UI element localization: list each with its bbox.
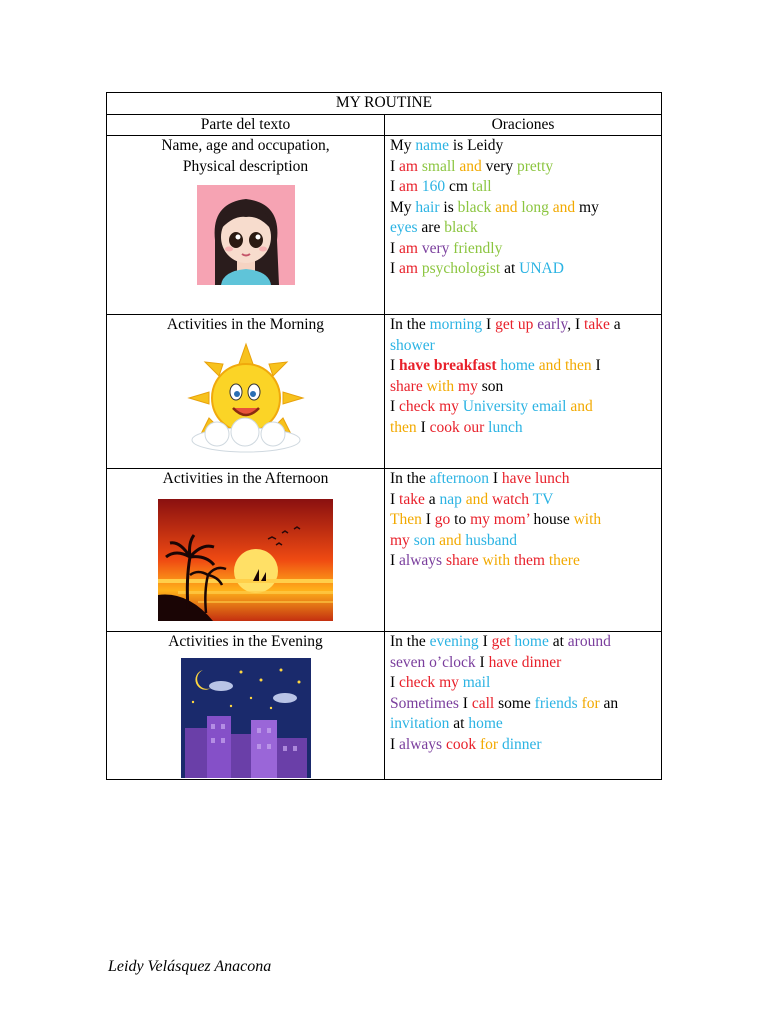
sentence-word: I (390, 239, 400, 257)
sentence-word: pretty (517, 157, 554, 175)
sentence-word: Then (390, 511, 422, 528)
sentence-word: a (424, 490, 440, 508)
sentence-line (390, 551, 656, 572)
sentence-word: University email (462, 398, 567, 415)
sentence-word: dinner (501, 735, 542, 753)
sentence-word: afternoon (429, 470, 489, 487)
sentence-word: I (482, 316, 496, 333)
sentence-word: In the (390, 633, 430, 650)
sentence-word: I (475, 653, 489, 671)
sentence-word: take (584, 316, 610, 333)
sentence-word: friends (534, 694, 578, 712)
sentence-word: our (463, 418, 485, 436)
sentence-word: and (552, 198, 576, 216)
sentence-word: nap (439, 490, 462, 508)
sentence-word: In the (390, 470, 430, 487)
sentences-cell (385, 315, 662, 469)
sentence-word: around (567, 633, 611, 650)
table-row (107, 136, 662, 315)
sentence-word: I (390, 490, 400, 508)
sentence-word: I (458, 694, 472, 712)
sentence-list (390, 315, 656, 438)
sentence-word: friendly (453, 239, 503, 257)
sentence-line (390, 198, 656, 219)
sentence-word: for (479, 735, 499, 753)
sentences-cell (385, 136, 662, 315)
sentence-word: at (449, 715, 469, 732)
sentence-line (390, 531, 656, 552)
sentence-word: have breakfast (399, 357, 497, 374)
sentence-word: is Leidy (449, 137, 504, 154)
sentence-word: home (500, 357, 535, 374)
sentence-word: I (390, 178, 400, 195)
sentence-word: my (575, 198, 599, 216)
sentence-word: I (390, 674, 400, 691)
sentence-word: lunch (488, 418, 523, 436)
sentence-word: I (390, 260, 400, 277)
sentence-line (390, 418, 656, 439)
part-cell (107, 136, 385, 315)
sentence-line (390, 336, 656, 357)
smiling-sun-icon (187, 342, 305, 454)
sentence-word: very (481, 157, 518, 175)
table-row (107, 315, 662, 469)
sentence-word: always (399, 552, 443, 569)
sentence-line (390, 157, 656, 178)
sentence-word: there (548, 552, 580, 569)
sentence-word: am (399, 157, 418, 175)
sentence-line (390, 735, 656, 756)
sentence-word: my mom’ (470, 511, 530, 528)
sentence-word: very (421, 239, 450, 257)
sentence-word: is (439, 198, 458, 216)
sentence-word: tall (471, 178, 492, 195)
sentence-word: I (416, 418, 430, 436)
sentence-word: with (573, 511, 602, 528)
sentence-line (390, 469, 656, 490)
sentence-word: and then (538, 357, 592, 374)
sentence-list (390, 136, 656, 280)
sentence-word: share (445, 552, 479, 569)
sentence-word: In the (390, 316, 430, 333)
sentence-word: , I (567, 316, 585, 333)
sentence-word: seven o’clock (390, 653, 476, 671)
sentence-line (390, 218, 656, 239)
sentence-word: Sometimes (390, 694, 459, 712)
sentence-line (390, 653, 656, 674)
sentence-word: am (399, 178, 418, 195)
sentence-word: My (390, 198, 416, 216)
sentence-line (390, 490, 656, 511)
sentence-word: share (390, 377, 423, 395)
sentence-line (390, 356, 656, 377)
sentence-word: are (417, 219, 445, 236)
routine-table (106, 92, 662, 780)
sentence-line (390, 510, 656, 531)
sentence-list (390, 469, 656, 572)
sentence-line (390, 714, 656, 735)
sentence-line (390, 377, 656, 398)
sentence-word: I (390, 157, 400, 175)
sentence-word: small (421, 157, 456, 175)
part-label: Activities in the Afternoon (162, 470, 329, 487)
sentence-word: son (477, 377, 504, 395)
sentence-word: black (457, 198, 492, 216)
sentences-cell (385, 469, 662, 632)
part-label: Name, age and occupation, (161, 137, 330, 154)
sentence-word: hair (415, 198, 440, 216)
sentence-word: psychologist (421, 260, 501, 277)
sentence-word: I (390, 357, 400, 374)
sentence-word: an (599, 694, 619, 712)
sentence-word: I (478, 633, 492, 650)
column-header-sentences: Oraciones (385, 114, 662, 136)
sentence-word: TV (532, 490, 554, 508)
sentence-word: son (413, 531, 436, 549)
sentence-word: home (514, 633, 549, 650)
sentence-word: call (471, 694, 495, 712)
sentence-line (390, 694, 656, 715)
sentence-word: black (444, 219, 478, 236)
sentence-word: am (399, 239, 418, 257)
sentence-word: I (390, 552, 400, 569)
sentence-word: 160 (421, 178, 446, 195)
sentence-word: invitation (390, 715, 450, 732)
sentence-word: always (399, 735, 443, 753)
sentence-word: cm (445, 178, 472, 195)
sentence-word: check (399, 398, 436, 415)
sentence-word: shower (390, 336, 435, 354)
column-header-part: Parte del texto (107, 114, 385, 136)
sentence-word: early (537, 316, 568, 333)
sentence-word: then (390, 418, 417, 436)
sentence-word: my (439, 398, 459, 415)
sentence-word: cook (429, 418, 460, 436)
night-city-icon (181, 658, 311, 778)
sentence-word: mail (462, 674, 491, 691)
sentence-line (390, 397, 656, 418)
sentence-line (390, 632, 656, 653)
girl-avatar-icon (197, 185, 295, 285)
sunset-palm-icon (158, 499, 333, 621)
sentence-word: at (548, 633, 568, 650)
sentence-word: My (390, 137, 416, 154)
sentence-word: them (513, 552, 545, 569)
sentence-word: and (439, 531, 462, 549)
table-row (107, 632, 662, 780)
sentence-word: check (399, 674, 436, 691)
sentence-line (390, 673, 656, 694)
sentence-list (390, 632, 656, 755)
sentence-word: take (399, 490, 425, 508)
sentence-word: for (581, 694, 600, 712)
sentence-word: long (521, 198, 549, 216)
sentence-word: husband (465, 531, 518, 549)
sentence-word: name (415, 137, 449, 154)
part-label: Activities in the Evening (168, 633, 323, 650)
sentence-word: to (450, 511, 471, 528)
sentence-word: a (609, 316, 621, 333)
sentence-word: I (390, 735, 400, 753)
sentence-word: some (494, 694, 535, 712)
sentence-word: and (465, 490, 489, 508)
part-label: Physical description (182, 157, 309, 175)
sentence-word: get (491, 633, 511, 650)
sentence-word: my (390, 531, 410, 549)
sentence-word: at (500, 260, 520, 277)
sentence-word: go (434, 511, 451, 528)
sentence-word: my (439, 674, 459, 691)
sentence-word: with (426, 377, 455, 395)
sentence-word: with (482, 552, 511, 569)
author-footer: Leidy Velásquez Anacona (108, 958, 272, 975)
sentence-word: I (489, 470, 502, 487)
part-cell (107, 469, 385, 632)
sentence-word: home (468, 715, 503, 732)
sentence-word: cook (445, 735, 477, 753)
sentence-word: and (495, 198, 518, 216)
sentence-word: have lunch (501, 470, 570, 487)
sentence-line (390, 315, 656, 336)
sentence-word: house (529, 511, 574, 528)
sentence-word: eyes (390, 219, 418, 236)
table-row (107, 469, 662, 632)
part-cell (107, 315, 385, 469)
sentence-word: I (421, 511, 435, 528)
sentence-line (390, 177, 656, 198)
sentence-word: am (399, 260, 418, 277)
sentence-word: and (570, 398, 593, 415)
table-title: MY ROUTINE (107, 93, 662, 115)
sentence-line (390, 259, 656, 280)
sentence-word: I (591, 357, 601, 374)
sentence-word: my (458, 377, 478, 395)
sentence-word: and (459, 157, 482, 175)
sentence-line (390, 136, 656, 157)
sentence-word: get up (495, 316, 534, 333)
sentence-word: evening (429, 633, 479, 650)
part-label: Activities in the Morning (166, 316, 325, 333)
part-cell (107, 632, 385, 780)
sentence-word: watch (492, 490, 530, 508)
sentence-line (390, 239, 656, 260)
sentence-word: UNAD (519, 260, 564, 277)
sentence-word: I (390, 398, 400, 415)
sentences-cell (385, 632, 662, 780)
sentence-word: morning (429, 316, 483, 333)
sentence-word: have dinner (488, 653, 562, 671)
